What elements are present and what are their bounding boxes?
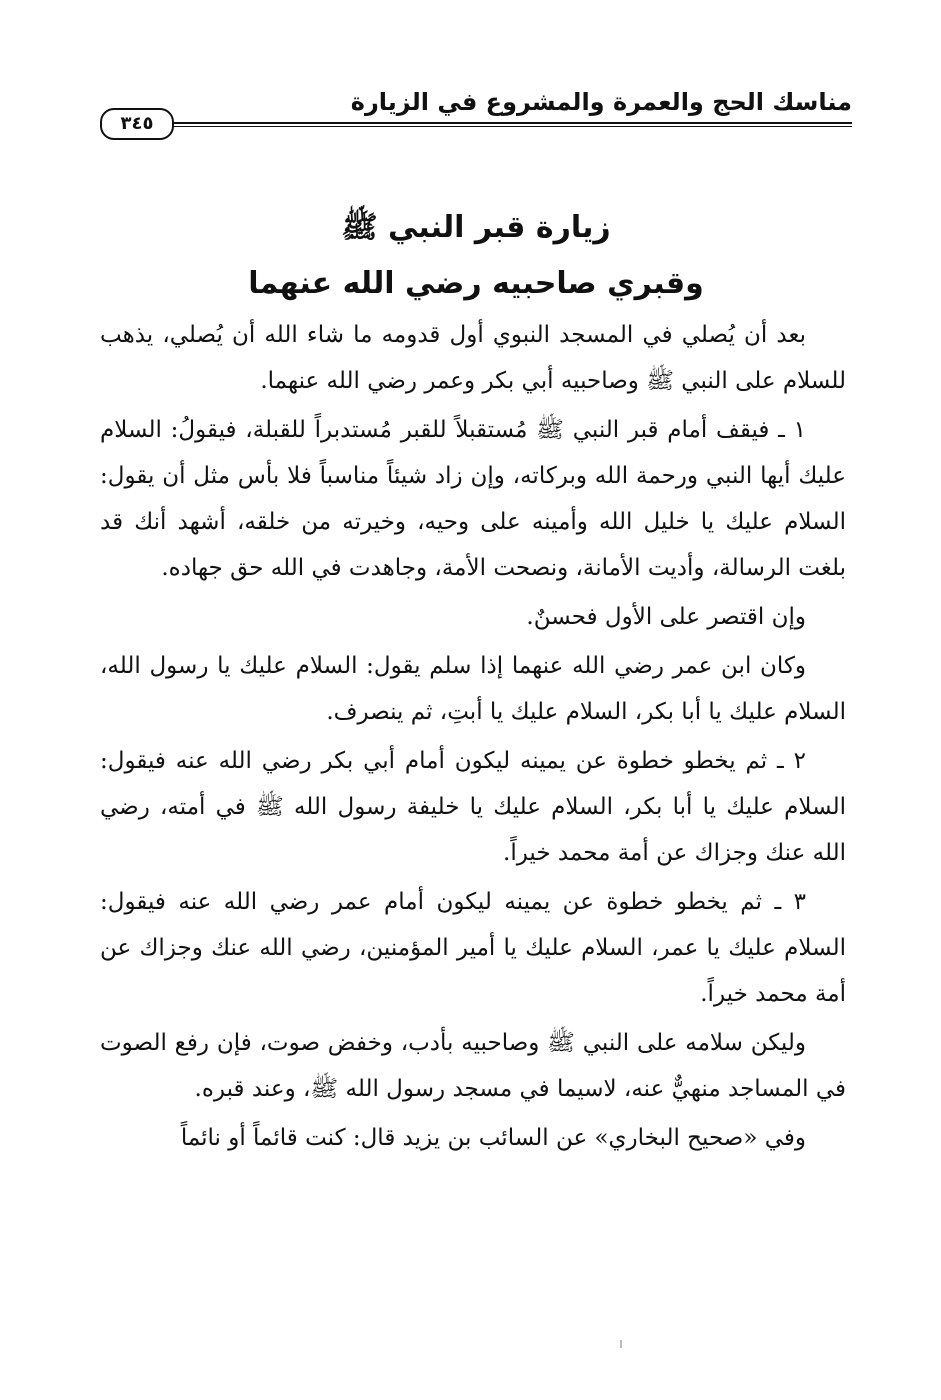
paragraph: ٣ ـ ثم يخطو خطوة عن يمينه ليكون أمام عمر رضي الله عنه فيقول: السلام عليك يا عمر، السلام عليك يا أمير المؤمنين، رضي الله عنك وجزاك عن أمة محمد خيراً. bbox=[100, 889, 846, 1007]
paragraph: وكان ابن عمر رضي الله عنهما إذا سلم يقول: السلام عليك يا رسول الله، السلام عليك يا أبا بكر، السلام عليك يا أبتِ، ثم ينصرف. bbox=[100, 653, 846, 725]
chapter-title bbox=[100, 200, 852, 312]
header-rule bbox=[166, 122, 852, 127]
paragraph: بعد أن يُصلي في المسجد النبوي أول قدومه ما شاء الله أن يُصلي، يذهب للسلام على النبي ﷺ وصاحبيه أبي بكر وعمر رضي الله عنهما. bbox=[100, 322, 846, 394]
body-text bbox=[100, 312, 846, 1164]
running-header bbox=[100, 82, 852, 132]
page-number: ٣٤٥ bbox=[100, 108, 174, 140]
paragraph: وإن اقتصر على الأول فحسنٌ. bbox=[526, 604, 806, 630]
running-title: مناسك الحج والعمرة والمشروع في الزيارة bbox=[350, 88, 852, 116]
chapter-title-line-2: وقبري صاحبيه رضي الله عنهما bbox=[248, 266, 704, 301]
paragraph: وليكن سلامه على النبي ﷺ وصاحبيه بأدب، وخفض صوت، فإن رفع الصوت في المساجد منهيٌّ عنه، لاسيما في مسجد رسول الله ﷺ، وعند قبره. bbox=[100, 1030, 846, 1102]
paragraph: ١ ـ فيقف أمام قبر النبي ﷺ مُستقبلاً للقبر مُستدبراً للقبلة، فيقولُ: السلام عليك أيها النبي ورحمة الله وبركاته، وإن زاد شيئاً مناسباً فلا بأس مثل أن يقول: السلام عليك يا خليل الله وأمينه على وحيه، وخيرته من خلقه، أشهد أنك قد بلغت الرسالة، وأديت الأمانة، ونصحت الأمة، وجاهدت في الله حق جهاده. bbox=[100, 417, 846, 581]
chapter-title-line-1: زيارة قبر النبي ﷺ bbox=[341, 210, 611, 245]
paragraph: ٢ ـ ثم يخطو خطوة عن يمينه ليكون أمام أبي بكر رضي الله عنه فيقول: السلام عليك يا أبا بكر، السلام عليك يا خليفة رسول الله ﷺ في أمته، رضي الله عنك وجزاك عن أمة محمد خيراً. bbox=[100, 748, 846, 866]
paragraph: وفي «صحيح البخاري» عن السائب بن يزيد قال: كنت قائماً أو نائماً bbox=[180, 1125, 806, 1151]
print-mark bbox=[620, 1340, 622, 1348]
